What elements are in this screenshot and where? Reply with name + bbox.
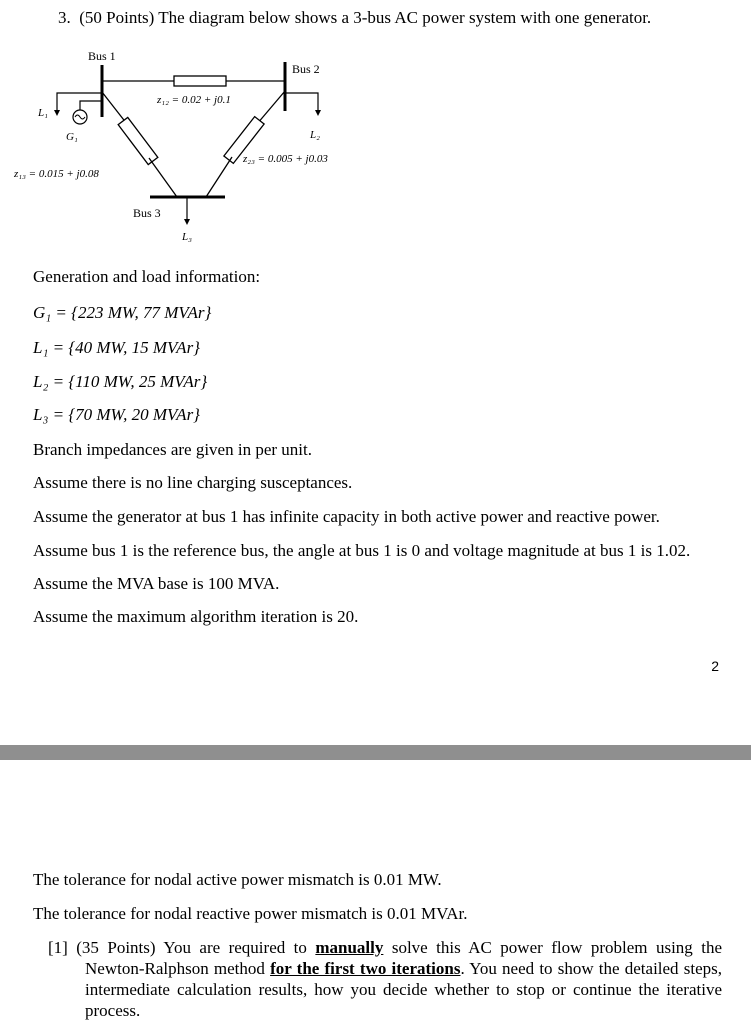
assumption-4: Assume bus 1 is the reference bus, the angle at bus 1 is 0 and voltage magnitude at bus 1 is 1.02. bbox=[33, 541, 691, 560]
l1-info: L₁ = {40 MW, 15 MVAr} bbox=[33, 338, 200, 357]
z12-impedance-box bbox=[174, 76, 226, 86]
l1-label: L₁ bbox=[38, 107, 48, 119]
assumption-2: Assume there is no line charging susceptances. bbox=[33, 473, 353, 492]
power-system-diagram bbox=[0, 40, 400, 260]
bus2-label: Bus 2 bbox=[292, 62, 320, 76]
assumption-1: Branch impedances are given in per unit. bbox=[33, 440, 312, 459]
line13-upper bbox=[102, 92, 127, 124]
g1-label: G₁ bbox=[66, 131, 78, 143]
question-number: 3. bbox=[58, 8, 71, 27]
line23-upper bbox=[257, 91, 285, 124]
z13-impedance-box bbox=[118, 117, 158, 164]
l2-arrow-icon bbox=[315, 110, 321, 116]
z23-label: z₂₃ = 0.005 + j0.03 bbox=[243, 153, 328, 165]
task-prefix: [1] (35 Points) You are required to bbox=[48, 938, 316, 957]
assumption-3: Assume the generator at bus 1 has infinite capacity in both active power and reactive power. bbox=[33, 507, 660, 526]
assumption-6: Assume the maximum algorithm iteration is 20. bbox=[33, 607, 359, 626]
task-bold-manually: manually bbox=[315, 938, 384, 957]
l1-arrow-icon bbox=[54, 110, 60, 116]
l2-info: L₂ = {110 MW, 25 MVAr} bbox=[33, 372, 208, 391]
l3-label: L₃ bbox=[182, 231, 192, 243]
tolerance-active: The tolerance for nodal active power mismatch is 0.01 MW. bbox=[33, 870, 442, 889]
question-text: (50 Points) The diagram below shows a 3-bus AC power system with one generator. bbox=[79, 8, 652, 27]
l2-label: L₂ bbox=[310, 129, 320, 141]
info-heading: Generation and load information: bbox=[33, 267, 261, 286]
task-mid: solve this AC power flow problem using the Newton-Ralphson method bbox=[85, 938, 723, 978]
bus1-label: Bus 1 bbox=[88, 49, 116, 63]
g1-connection bbox=[80, 101, 102, 110]
z12-label: z₁₂ = 0.02 + j0.1 bbox=[157, 94, 231, 106]
assumption-5: Assume the MVA base is 100 MVA. bbox=[33, 574, 280, 593]
question-title bbox=[58, 8, 651, 28]
tolerance-reactive: The tolerance for nodal reactive power mismatch is 0.01 MVAr. bbox=[33, 904, 468, 923]
bus3-label: Bus 3 bbox=[133, 206, 161, 220]
z13-label: z₁₃ = 0.015 + j0.08 bbox=[14, 168, 99, 180]
line23-lower bbox=[206, 157, 232, 197]
page-number: 2 bbox=[711, 658, 719, 674]
l3-info: L₃ = {70 MW, 20 MVAr} bbox=[33, 405, 200, 424]
task-description bbox=[48, 937, 722, 1021]
page-separator bbox=[0, 745, 751, 760]
task-bold-iterations: for the first two iterations bbox=[270, 959, 461, 978]
g1-info: G₁ = {223 MW, 77 MVAr} bbox=[33, 303, 212, 322]
task-suffix: . You need to show the detailed steps, intermediate calculation results, how you decide whether to stop or continue the iterative process. bbox=[85, 959, 722, 1020]
l2-load-line bbox=[285, 93, 318, 112]
line13-lower bbox=[149, 158, 177, 197]
l3-arrow-icon bbox=[184, 219, 190, 225]
